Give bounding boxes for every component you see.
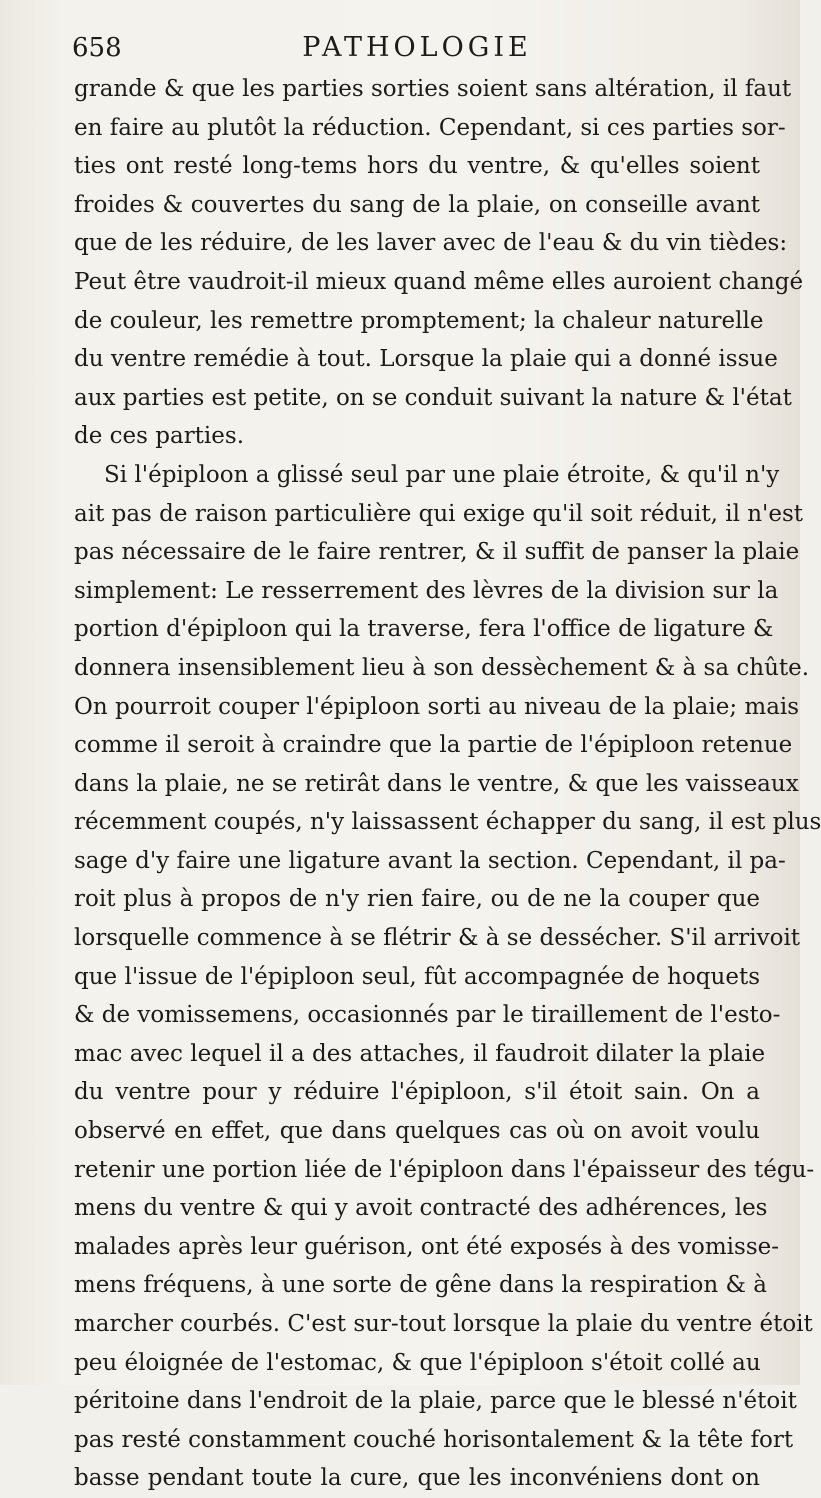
text-line: lorsquelle commence à se flétrir & à se dessécher. S'il arrivoit: [74, 925, 801, 952]
text-line: que l'issue de l'épiploon seul, fût accompagnée de hoquets: [74, 963, 760, 990]
text-line: mens fréquens, à une sorte de gêne dans la respiration & à: [74, 1272, 767, 1299]
text-line: & de vomissemens, occasionnés par le tiraillement de l'esto-: [74, 1002, 781, 1029]
body-text: [74, 70, 821, 1498]
text-line: basse pendant toute la cure, que les inconvéniens dont on: [74, 1465, 760, 1492]
text-line: malades après leur guérison, ont été exposés à des vomisse-: [74, 1233, 780, 1260]
text-line: du ventre pour y réduire l'épiploon, s'il étoit sain. On a: [74, 1079, 760, 1106]
text-line: de couleur, les remettre promptement; la chaleur naturelle: [74, 307, 764, 334]
text-line: donnera insensiblement lieu à son dessèchement & à sa chûte.: [74, 654, 810, 681]
text-line: que de les réduire, de les laver avec de l'eau & du vin tièdes:: [74, 230, 788, 257]
text-line: du ventre remédie à tout. Lorsque la plaie qui a donné issue: [74, 346, 778, 373]
text-line: de ces parties.: [74, 423, 245, 450]
running-head: PATHOLOGIE: [302, 32, 532, 63]
page-header: [72, 30, 762, 70]
text-line: portion d'épiploon qui la traverse, fera l'office de ligature &: [74, 616, 774, 643]
text-line: observé en effet, que dans quelques cas où on avoit voulu: [74, 1118, 760, 1145]
text-line: péritoine dans l'endroit de la plaie, parce que le blessé n'étoit: [74, 1388, 797, 1415]
text-line: mens du ventre & qui y avoit contracté des adhérences, les: [74, 1195, 768, 1222]
text-line: sage d'y faire une ligature avant la section. Cependant, il pa-: [74, 847, 786, 874]
text-line: comme il seroit à craindre que la partie de l'épiploon retenue: [74, 732, 793, 759]
text-line: pas nécessaire de le faire rentrer, & il suffit de panser la plaie: [74, 539, 800, 566]
text-line: mac avec lequel il a des attaches, il faudroit dilater la plaie: [74, 1040, 766, 1067]
paragraph-first-line: Si l'épiploon a glissé seul par une plaie étroite, & qu'il n'y: [104, 461, 780, 488]
text-line: pas resté constamment couché horisontalement & la tête fort: [74, 1426, 794, 1453]
text-line: en faire au plutôt la réduction. Cependant, si ces parties sor-: [74, 114, 786, 141]
text-line: froides & couvertes du sang de la plaie, on conseille avant: [74, 191, 760, 218]
text-line: On pourroit couper l'épiploon sorti au niveau de la plaie; mais: [74, 693, 800, 720]
text-line: Peut être vaudroit-il mieux quand même elles auroient changé: [74, 268, 804, 295]
text-line: ties ont resté long-tems hors du ventre, & qu'elles soient: [74, 153, 760, 180]
text-line: grande & que les parties sorties soient sans altération, il faut: [74, 76, 792, 102]
text-line: marcher courbés. C'est sur-tout lorsque la plaie du ventre étoit: [74, 1311, 813, 1337]
text-line: roit plus à propos de n'y rien faire, ou de ne la couper que: [74, 886, 760, 913]
text-line: récemment coupés, n'y laissassent échapper du sang, il est plus: [74, 809, 821, 836]
text-line: retenir une portion liée de l'épiploon dans l'épaisseur des tégu-: [74, 1156, 815, 1183]
text-line: ait pas de raison particulière qui exige qu'il soit réduit, il n'est: [74, 500, 804, 527]
page-number: 658: [72, 33, 122, 63]
text-line: aux parties est petite, on se conduit suivant la nature & l'état: [74, 384, 792, 411]
text-line: peu éloignée de l'estomac, & que l'épiploon s'étoit collé au: [74, 1349, 761, 1376]
text-line: simplement: Le resserrement des lèvres de la division sur la: [74, 577, 779, 604]
text-line: dans la plaie, ne se retirât dans le ventre, & que les vaisseaux: [74, 770, 799, 797]
